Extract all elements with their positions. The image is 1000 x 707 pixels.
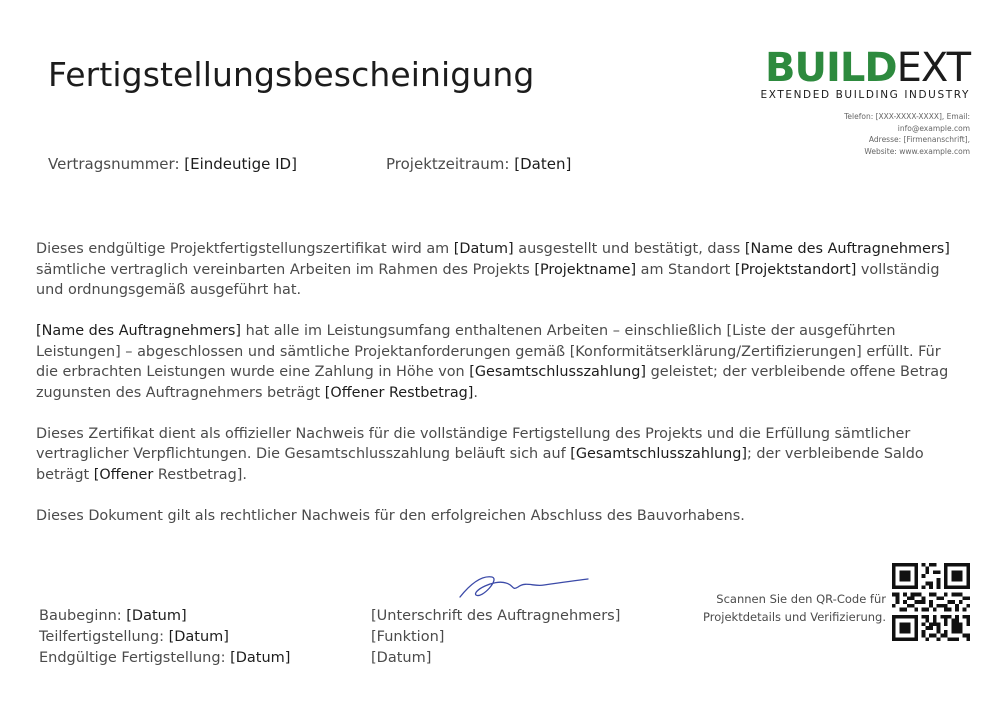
signature-role: [Funktion]	[371, 629, 445, 645]
text: Dieses endgültige Projektfertigstellungszertifikat wird am	[36, 241, 454, 257]
paragraph-4: Dieses Dokument gilt als rechtlicher Nachweis für den erfolgreichen Abschluss des Bauvorhabens.	[36, 507, 745, 524]
contact-line: Telefon: [XXX-XXXX-XXXX], Email:	[844, 112, 970, 121]
text: hat alle im Leistungsumfang enthaltenen Arbeiten – einschließlich [Liste der ausgeführten Leistungen] – abgeschlossen und sämtliche Projektanforderungen gemäß [Konformitätserklärung/Zertifizierungen] erfüllt. Für die erbrachten Leistungen wurde eine Zahlung in Höhe von	[36, 323, 941, 380]
placeholder-project-location: [Projektstandort]	[734, 261, 857, 278]
period-label: Projektzeitraum:	[386, 155, 510, 173]
paragraph-1	[36, 239, 966, 301]
contract-number	[48, 155, 297, 173]
logo-wordmark	[761, 45, 970, 91]
text: geleistet; der verbleibende offene Betrag zugunsten des Auftragnehmers beträgt	[36, 364, 949, 401]
contract-label: Vertragsnummer:	[48, 155, 180, 173]
start-value: [Datum]	[126, 608, 187, 624]
final-date-row	[39, 648, 290, 669]
partial-label: Teilfertigstellung:	[39, 629, 164, 645]
logo-word-light: EXT	[896, 45, 970, 91]
final-label: Endgültige Fertigstellung:	[39, 650, 226, 666]
qr-caption	[690, 590, 886, 626]
placeholder-date: [Datum]	[453, 241, 514, 257]
qr-caption-line: Projektdetails und Verifizierung.	[703, 610, 886, 624]
text: am Standort	[636, 261, 735, 278]
placeholder-project-name: [Projektname]	[534, 261, 637, 278]
contract-value: [Eindeutige ID]	[184, 155, 297, 173]
placeholder-open-balance: [Offener Restbetrag]	[324, 384, 474, 401]
qr-caption-line: Scannen Sie den QR-Code für	[716, 592, 886, 606]
signature-date: [Datum]	[371, 650, 432, 666]
logo-word-bold: BUILD	[765, 45, 897, 91]
company-logo	[760, 45, 970, 101]
period-value: [Daten]	[514, 155, 572, 173]
partial-value: [Datum]	[168, 629, 229, 645]
text: vollständig und ordnungsgemäß ausgeführt hat.	[36, 261, 940, 298]
logo-tagline: EXTENDED BUILDING INDUSTRY	[760, 89, 970, 101]
text: Restbetrag].	[153, 466, 247, 483]
text: ; der verbleibende Saldo beträgt	[36, 446, 924, 483]
placeholder-final-payment: [Gesamtschlusszahlung]	[469, 364, 646, 380]
project-dates	[39, 606, 290, 669]
placeholder-open-balance: [Offener	[93, 466, 154, 483]
signature-scribble	[454, 567, 594, 607]
partial-date-row	[39, 627, 290, 648]
final-value: [Datum]	[230, 650, 291, 666]
start-date-row	[39, 606, 290, 627]
text: Dieses Zertifikat dient als offizieller Nachweis für die vollständige Fertigstellung des Projekts und die Erfüllung sämtlicher vertraglicher Verpflichtungen. Die Gesamtschlusszahlung beläuft sich auf	[36, 425, 911, 462]
paragraph-3	[36, 424, 966, 486]
signature-name: [Unterschrift des Auftragnehmers]	[371, 608, 621, 624]
signature-block	[371, 606, 620, 669]
certificate-body	[36, 239, 966, 547]
paragraph-2	[36, 321, 966, 403]
text: sämtliche vertraglich vereinbarten Arbeiten im Rahmen des Projekts	[36, 261, 535, 278]
contact-line: Adresse: [Firmenanschrift],	[868, 135, 970, 144]
contact-line: info@example.com	[897, 123, 970, 133]
contact-line: Website: www.example.com	[864, 146, 970, 156]
start-label: Baubeginn:	[39, 608, 122, 624]
page-title: Fertigstellungsbescheinigung	[48, 55, 535, 94]
text: .	[473, 384, 478, 401]
text: ausgestellt und bestätigt, dass	[513, 241, 745, 257]
qr-code	[892, 563, 970, 641]
placeholder-contractor: [Name des Auftragnehmers]	[36, 323, 241, 339]
placeholder-contractor: [Name des Auftragnehmers]	[744, 241, 950, 257]
placeholder-final-payment: [Gesamtschlusszahlung]	[570, 446, 747, 462]
contact-info	[800, 111, 970, 157]
project-period	[386, 155, 571, 173]
